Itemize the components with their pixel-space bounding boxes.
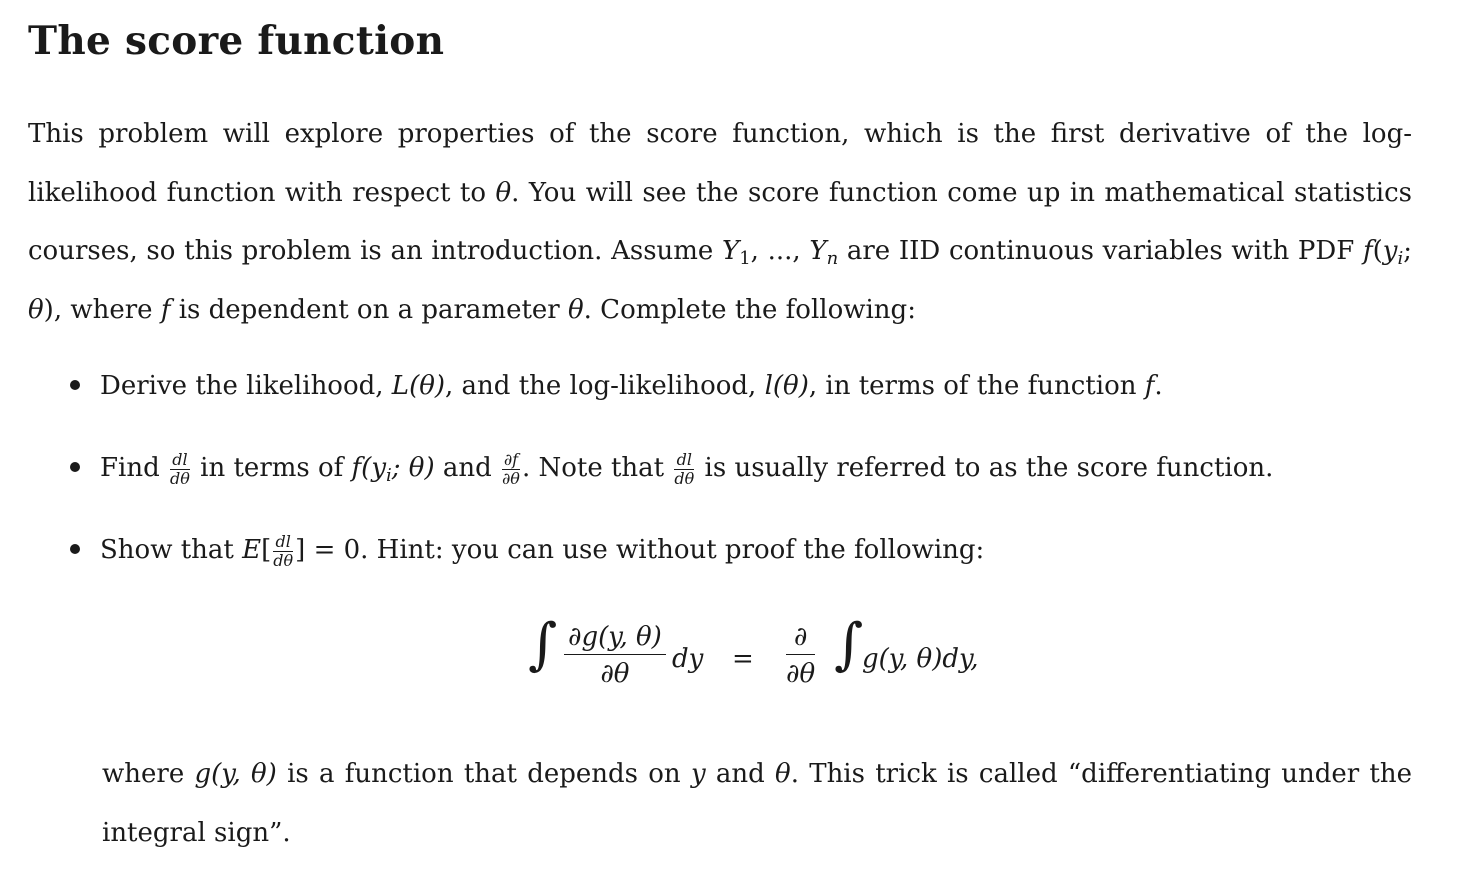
text: .: [1154, 371, 1163, 401]
bracket-open: [: [261, 535, 272, 565]
frac-den: dθ: [170, 468, 190, 488]
paren-open: (: [1372, 236, 1383, 266]
bracket-close: ] = 0: [295, 535, 361, 565]
intro-paragraph: [28, 105, 1412, 339]
text: , in terms of the function: [808, 371, 1145, 401]
frac-num: ∂f: [503, 449, 519, 469]
section-title: The score function: [28, 18, 445, 64]
follow-up-paragraph: [102, 745, 1412, 862]
y-var-n: Y: [809, 236, 827, 266]
f-symbol: f: [1144, 371, 1155, 401]
list-item-score: [70, 451, 1273, 487]
theta-symbol: θ: [568, 294, 584, 325]
display-equation: [528, 612, 998, 700]
L-symbol: L: [391, 371, 410, 401]
y-symbol: y: [690, 759, 706, 789]
partial-theta-operator: [786, 624, 815, 687]
bullet-dot: [70, 544, 80, 554]
f-symbol: f: [351, 453, 362, 483]
pdf-f: f: [1362, 236, 1373, 266]
y-i: y: [1382, 236, 1398, 266]
text: integral sign”.: [102, 817, 291, 848]
frac-den: ∂θ: [502, 468, 520, 488]
dl-dtheta-fraction: [273, 531, 294, 570]
theta-arg: (θ): [772, 371, 809, 401]
text: and: [705, 759, 776, 789]
text: Derive the likelihood,: [100, 371, 392, 401]
integral-sign: ∫: [528, 612, 558, 677]
dl-dtheta-fraction: [674, 449, 695, 488]
df-dtheta-fraction: [502, 449, 520, 488]
equals-sign: =: [732, 644, 754, 674]
f-args-end: ; θ): [391, 453, 435, 483]
text: in terms of: [191, 453, 352, 483]
list-item-expectation: [70, 533, 984, 569]
text: where: [102, 759, 195, 789]
frac-num: dl: [273, 534, 293, 552]
integral-sign: ∫: [834, 612, 864, 677]
frac-num: ∂g(y, θ): [564, 624, 666, 655]
intro-line-3-start: this problem is an introduction. Assume: [184, 236, 723, 266]
rhs-integrand: g(y, θ)dy,: [862, 644, 979, 674]
text: . Note that: [521, 453, 673, 483]
text: Show that: [100, 535, 243, 565]
intro-line-1: This problem will explore properties of the score function, which is the first derivative of the log-likelihood: [28, 119, 1412, 208]
frac-den: ∂θ: [600, 659, 630, 689]
frac-num: ∂: [786, 624, 815, 655]
paren-close: ): [43, 294, 54, 325]
text: is a function that depends on: [276, 759, 691, 789]
ellipsis: , ...,: [750, 236, 810, 266]
subscript-i: i: [1397, 248, 1404, 269]
text: , and the log-likelihood,: [445, 371, 765, 401]
text: . This trick is called “differentiating under the: [790, 759, 1413, 789]
intro-line-2-start: function with respect to: [166, 177, 496, 208]
intro-line-4-end: . Complete the following:: [583, 294, 916, 325]
list-item-likelihood: [70, 369, 1163, 403]
theta-symbol: θ: [28, 294, 44, 325]
intro-line-3-mid: are IID continuous variables with PDF: [838, 236, 1363, 266]
frac-den: dθ: [674, 468, 695, 488]
frac-num: dl: [674, 452, 694, 470]
subscript-n: n: [826, 248, 839, 269]
theta-symbol: θ: [495, 177, 512, 208]
l-symbol: l: [764, 371, 773, 401]
dl-dtheta-fraction: [170, 449, 190, 488]
frac-den: dθ: [273, 550, 294, 570]
theta-arg: (θ): [409, 371, 446, 401]
text: is usually referred to as the score function.: [696, 453, 1274, 483]
f-args: (y: [361, 453, 387, 483]
text: . Hint: you can use without proof the following:: [360, 535, 985, 565]
intro-line-2-end: . You will see the score function come up in mathematical statistics courses, so: [28, 177, 1413, 266]
semicolon: ;: [1403, 236, 1412, 266]
frac-den: ∂θ: [786, 659, 816, 689]
subscript-1: 1: [739, 248, 751, 269]
y-var-1: Y: [722, 236, 740, 266]
intro-line-4-start: is dependent on a parameter: [178, 294, 568, 325]
f-symbol: f: [160, 294, 171, 325]
theta-symbol: θ: [775, 759, 791, 789]
text: Find: [100, 453, 169, 483]
intro-line-3-end: , where: [53, 294, 161, 325]
partial-g-fraction: [564, 624, 666, 687]
text: and: [434, 453, 501, 483]
bullet-dot: [70, 462, 80, 472]
bullet-dot: [70, 380, 80, 390]
frac-num: dl: [170, 452, 190, 470]
g-function: g(y, θ): [194, 759, 277, 789]
E-symbol: E: [242, 535, 262, 565]
dy: dy: [672, 644, 704, 674]
subscript-i: i: [386, 465, 392, 486]
